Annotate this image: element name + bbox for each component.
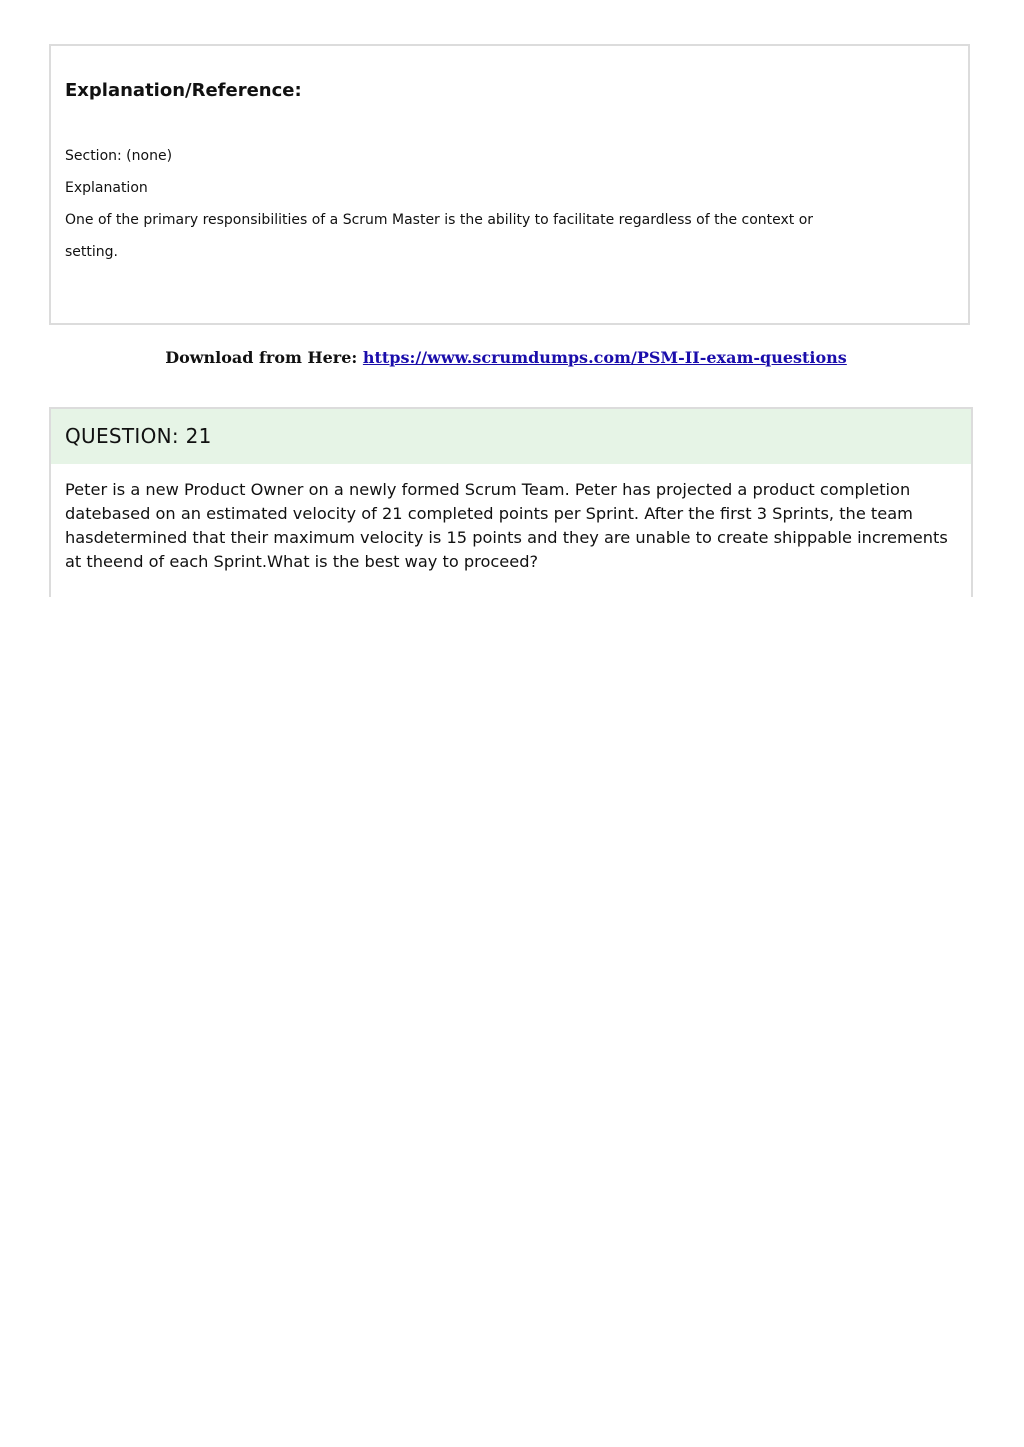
explanation-box: [49, 44, 970, 325]
explanation-label: Explanation: [65, 180, 148, 196]
question-box: [49, 407, 973, 597]
explanation-heading: Explanation/Reference:: [65, 80, 302, 101]
question-text: Peter is a new Product Owner on a newly formed Scrum Team. Peter has projected a product completion datebased on an estimated velocity of 21 completed points per Sprint. After the first 3 Sprints, the team hasdetermined that their maximum velocity is 15 points and they are unable to create shippable increments at theend of each Sprint.What is the best way to proceed?: [65, 480, 948, 571]
explanation-text-line-1: One of the primary responsibilities of a Scrum Master is the ability to facilitate regardless of the context or: [65, 212, 814, 228]
download-prefix: Download from Here:: [165, 348, 363, 367]
download-link[interactable]: https://www.scrumdumps.com/PSM-II-exam-questions: [362, 348, 847, 367]
download-line: [0, 348, 1012, 367]
question-header: [51, 409, 971, 464]
section-label: Section: (none): [65, 148, 173, 164]
question-title: QUESTION: 21: [65, 424, 212, 448]
explanation-text-line-2: setting.: [65, 244, 118, 260]
